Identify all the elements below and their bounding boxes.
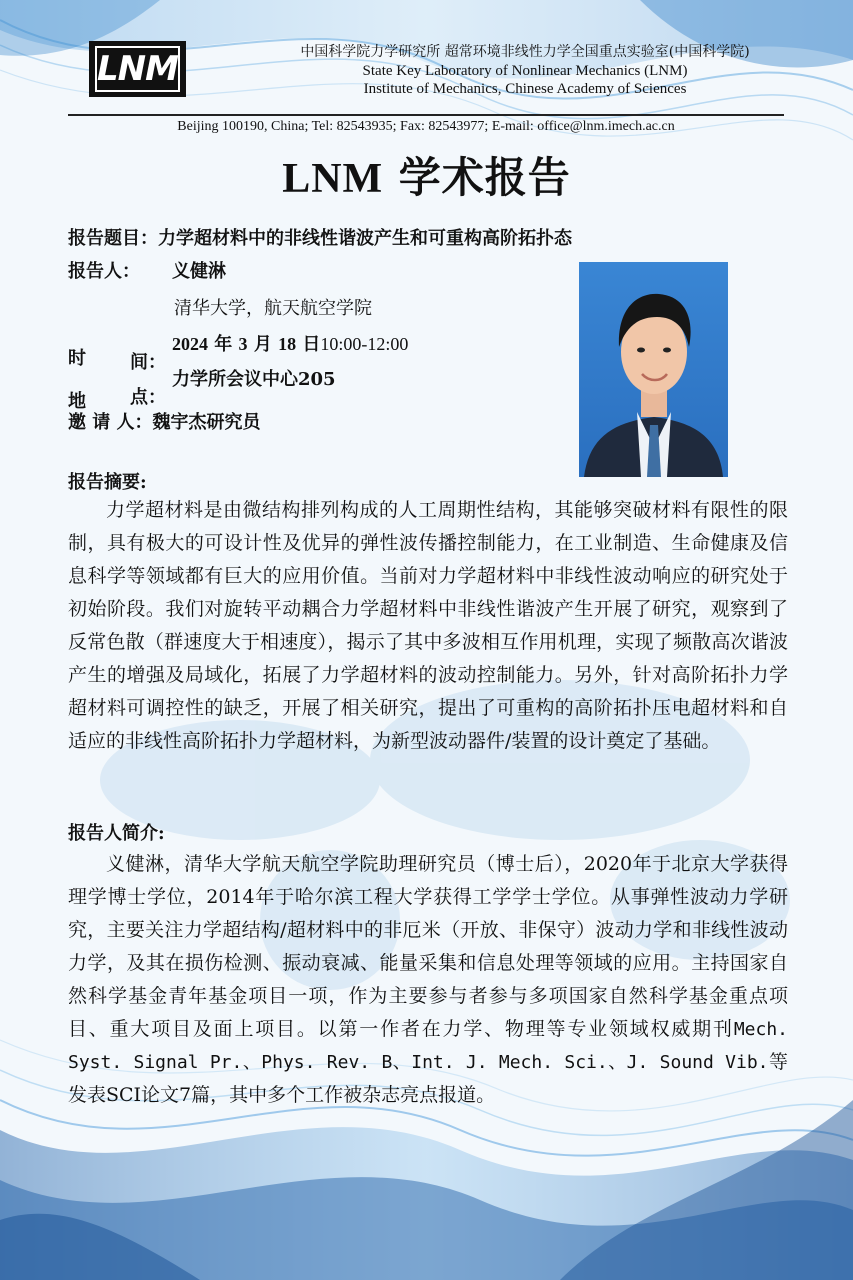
- time-row: 时 间： 2024 年 3 月 18 日10:00-12:00: [68, 331, 408, 358]
- contact-line: Beijing 100190, China; Tel: 82543935; Fax: 82543977; E-mail: office@lnm.imech.ac.cn: [177, 119, 675, 134]
- bio-heading: 报告人简介:: [68, 823, 165, 844]
- place-row: 地 点： 力学所会议中心205: [68, 369, 336, 412]
- host-label: 邀 请 人：: [68, 412, 153, 433]
- bio-journals: Mech. Syst. Signal Pr.、Phys. Rev. B、Int. J. Mech. Sci.、J. Sound Vib.: [68, 1019, 788, 1073]
- speaker-value: 义健淋: [172, 261, 226, 282]
- institute-en-line1: State Key Laboratory of Nonlinear Mechanics (LNM): [362, 63, 688, 79]
- bio-text: [68, 848, 788, 1112]
- abstract-heading: 报告摘要:: [68, 472, 147, 493]
- speaker-photo: [579, 262, 728, 477]
- abstract-text: 力学超材料是由微结构排列构成的人工周期性结构，其能够突破材料有限性的限制，具有极大的可设计性及优异的弹性波传播控制能力，在工业制造、生命健康及信息科学等领域都有巨大的应用价值。当前对力学超材料中非线性波动响应的研究处于初始阶段。我们对旋转平动耦合力学超材料中非线性谐波产生开展了研究，观察到了反常色散（群速度大于相速度），揭示了其中多波相互作用机理，实现了频散高次谐波产生的增强及局域化，拓展了力学超材料的波动控制能力。另外，针对高阶拓扑力学超材料可调控性的缺乏，开展了相关研究，提出了可重构的高阶拓扑压电超材料和自适应的非线性高阶拓扑力学超材料，为新型波动器件/装置的设计奠定了基础。: [68, 499, 788, 752]
- title-main: 学术报告: [383, 153, 571, 202]
- institute-cn: 中国科学院力学研究所 超常环境非线性力学全国重点实验室(中国科学院): [300, 44, 750, 60]
- topic-row: [68, 226, 572, 252]
- host-value: 魏宇杰研究员: [152, 412, 261, 433]
- affiliation: 清华大学，航天航空学院: [174, 298, 372, 319]
- place-value: 力学所会议中心205: [172, 369, 336, 390]
- bio-text-a: 义健淋，清华大学航天航空学院助理研究员（博士后），2020年于北京大学获得理学博士学位，2014年于哈尔滨工程大学获得工学学士学位。从事弹性波动力学研究，主要关注力学超结构/超材料中的非厄米（开放、非保守）波动力学和非线性波动力学，及其在损伤检测、振动衰减、能量采集和信息处理等领域的应用。主持国家自然科学基金青年基金项目一项，作为主要参与者参与多项国家自然科学基金重点项目、重大项目及面上项目。以第一作者在力学、物理等专业领域权威期刊: [68, 853, 788, 1040]
- institute-en-line2: Institute of Mechanics, Chinese Academy of Sciences: [363, 81, 687, 97]
- institute-block: [220, 42, 830, 98]
- topic-label: 报告题目：: [68, 228, 158, 249]
- header-divider: [68, 114, 784, 116]
- topic-value: 力学超材料中的非线性谐波产生和可重构高阶拓扑态: [158, 228, 572, 249]
- lnm-logo: [89, 41, 186, 97]
- speaker-row: [68, 259, 226, 285]
- page-title: [0, 148, 853, 209]
- host-row: [68, 410, 261, 436]
- title-prefix: LNM: [282, 156, 384, 202]
- speaker-label: 报告人：: [68, 261, 140, 282]
- logo-text: LNM: [97, 49, 178, 89]
- bio-text-b: 等发表SCI论文7篇，其中多个工作被杂志亮点报道。: [68, 1051, 788, 1106]
- time-value: 2024 年 3 月 18 日10:00-12:00: [172, 334, 409, 355]
